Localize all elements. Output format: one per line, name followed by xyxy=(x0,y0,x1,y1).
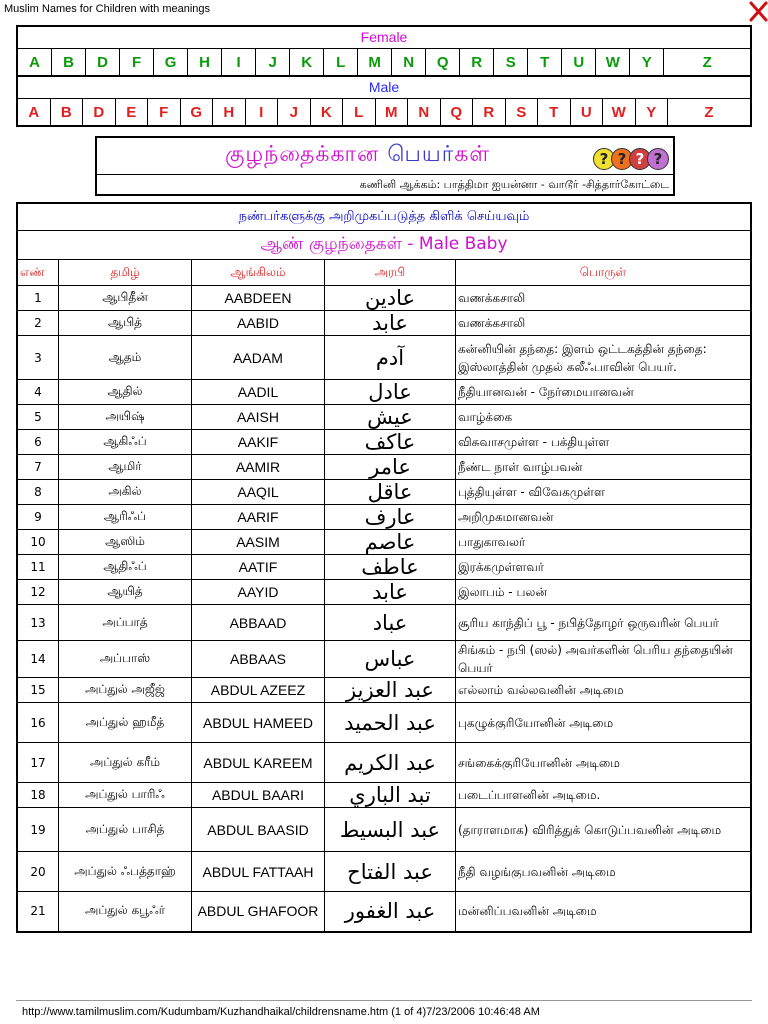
tamil-name: அப்துல் ஃபத்தாஹ் xyxy=(59,852,192,892)
row-number: 1 xyxy=(17,286,59,311)
male-letter-link[interactable]: I xyxy=(246,99,279,125)
arabic-name: عباس xyxy=(325,641,456,678)
meaning: புகழுக்குரியோனின் அடிமை xyxy=(456,703,752,743)
names-table xyxy=(16,202,752,933)
english-name: ABDUL BAASID xyxy=(192,808,325,852)
english-name: AAISH xyxy=(192,405,325,430)
tamil-name: ஆஸிம் xyxy=(59,530,192,555)
table-row xyxy=(17,311,751,336)
meaning: (தாராளமாக) விரித்துக் கொடுப்பவனின் அடிமை xyxy=(456,808,752,852)
female-letter-link[interactable]: Z xyxy=(702,53,712,71)
arabic-name: عابد xyxy=(325,580,456,605)
tamil-name: அப்துல் கபூஃர் xyxy=(59,892,192,932)
english-name: AAMIR xyxy=(192,455,325,480)
meaning: சிங்கம் - நபி (ஸல்) அவர்களின் பெரிய தந்தையின் பெயர் xyxy=(456,641,752,678)
row-number: 20 xyxy=(17,852,59,892)
table-row xyxy=(17,430,751,455)
arabic-name: عادل xyxy=(325,380,456,405)
tamil-name: அப்பாத் xyxy=(59,605,192,641)
row-number: 15 xyxy=(17,678,59,703)
female-letter-link[interactable]: I xyxy=(222,49,256,75)
male-letter-link[interactable]: U xyxy=(571,99,604,125)
arabic-name: عبد الفتاح xyxy=(325,852,456,892)
meaning: நீண்ட நாள் வாழ்பவன் xyxy=(456,455,752,480)
table-row xyxy=(17,892,751,932)
table-row xyxy=(17,336,751,380)
tamil-name: அப்துல் அஜீஜ் xyxy=(59,678,192,703)
tamil-name: ஆதம் xyxy=(59,336,192,380)
arabic-name: تبد الباري xyxy=(325,783,456,808)
meaning: நீதி வழங்குபவனின் அடிமை xyxy=(456,852,752,892)
table-row xyxy=(17,455,751,480)
meaning: படைப்பாளனின் அடிமை. xyxy=(456,783,752,808)
row-number: 2 xyxy=(17,311,59,336)
tamil-name: ஆகிஃப் xyxy=(59,430,192,455)
table-row xyxy=(17,605,751,641)
male-letter-link[interactable]: S xyxy=(506,99,539,125)
footer-divider xyxy=(16,1000,752,1001)
english-name: ABDUL GHAFOOR xyxy=(192,892,325,932)
tamil-name: அப்துல் பாசித் xyxy=(59,808,192,852)
arabic-name: عباد xyxy=(325,605,456,641)
male-letter-link[interactable]: W xyxy=(603,99,636,125)
table-row xyxy=(17,505,751,530)
row-number: 8 xyxy=(17,480,59,505)
arabic-name: عبد العزيز xyxy=(325,678,456,703)
female-letter-link[interactable]: Q xyxy=(426,49,460,75)
row-number: 7 xyxy=(17,455,59,480)
male-letter-link[interactable]: Z xyxy=(704,103,714,121)
english-name: AARIF xyxy=(192,505,325,530)
female-label: Female xyxy=(18,27,750,49)
male-letter-link[interactable]: H xyxy=(213,99,246,125)
row-number: 10 xyxy=(17,530,59,555)
meaning: வணக்கசாலி xyxy=(456,286,752,311)
arabic-name: عبد الغفور xyxy=(325,892,456,932)
tamil-name: அப்துல் பாரிஃ xyxy=(59,783,192,808)
banner-title-part3: கள் xyxy=(454,142,491,167)
english-name: AAKIF xyxy=(192,430,325,455)
table-row xyxy=(17,530,751,555)
table-row xyxy=(17,555,751,580)
row-number: 4 xyxy=(17,380,59,405)
meaning: நீதியானவன் - நேர்மையானவன் xyxy=(456,380,752,405)
table-row xyxy=(17,743,751,783)
male-letter-link[interactable]: G xyxy=(181,99,214,125)
title-banner xyxy=(95,136,675,196)
english-name: ABDUL AZEEZ xyxy=(192,678,325,703)
arabic-name: عابد xyxy=(325,311,456,336)
tamil-name: அகில் xyxy=(59,480,192,505)
arabic-name: عارف xyxy=(325,505,456,530)
row-number: 21 xyxy=(17,892,59,932)
row-number: 18 xyxy=(17,783,59,808)
female-letter-link[interactable]: Y xyxy=(630,49,664,75)
table-row xyxy=(17,678,751,703)
banner-title-part2: பெயர் xyxy=(387,142,455,167)
table-row xyxy=(17,580,751,605)
table-row xyxy=(17,380,751,405)
female-letter-link[interactable]: D xyxy=(86,49,120,75)
tamil-name: ஆமிர் xyxy=(59,455,192,480)
row-number: 17 xyxy=(17,743,59,783)
english-name: AABID xyxy=(192,311,325,336)
meaning: வாழ்க்கை xyxy=(456,405,752,430)
table-row xyxy=(17,480,751,505)
female-letter-link[interactable]: W xyxy=(596,49,630,75)
female-letter-link[interactable]: R xyxy=(460,49,494,75)
meaning: பாதுகாவலர் xyxy=(456,530,752,555)
meaning: இலாபம் - பலன் xyxy=(456,580,752,605)
female-letter-link[interactable]: A xyxy=(18,49,52,75)
english-name: AAYID xyxy=(192,580,325,605)
male-letter-link[interactable]: T xyxy=(538,99,571,125)
meaning: எல்லாம் வல்லவனின் அடிமை xyxy=(456,678,752,703)
english-name: ABDUL KAREEM xyxy=(192,743,325,783)
table-row xyxy=(17,703,751,743)
table-row xyxy=(17,641,751,678)
female-letter-link[interactable]: K xyxy=(290,49,324,75)
female-letter-link[interactable]: J xyxy=(256,49,290,75)
male-letter-link[interactable]: L xyxy=(343,99,376,125)
row-number: 19 xyxy=(17,808,59,852)
female-letter-link[interactable]: B xyxy=(52,49,86,75)
row-number: 12 xyxy=(17,580,59,605)
page-title: Muslim Names for Children with meanings xyxy=(4,3,211,15)
male-letter-link[interactable]: A xyxy=(18,99,51,125)
arabic-name: عاكف xyxy=(325,430,456,455)
male-letter-link[interactable]: M xyxy=(376,99,409,125)
meaning: சூரிய காந்திப் பூ - நபித்தோழர் ஒருவரின் பெயர் xyxy=(456,605,752,641)
english-name: ABDUL FATTAAH xyxy=(192,852,325,892)
female-letter-link[interactable]: F xyxy=(120,49,154,75)
female-letter-link[interactable]: S xyxy=(494,49,528,75)
arabic-name: عبد الكريم xyxy=(325,743,456,783)
english-name: AAQIL xyxy=(192,480,325,505)
tamil-name: அயிஷ் xyxy=(59,405,192,430)
male-letter-link[interactable]: Y xyxy=(636,99,669,125)
meaning: புத்தியுள்ள - விவேகமுள்ள xyxy=(456,480,752,505)
male-letter-link[interactable]: K xyxy=(311,99,344,125)
meaning: மன்னிப்பவனின் அடிமை xyxy=(456,892,752,932)
arabic-name: عاصم xyxy=(325,530,456,555)
male-letter-row xyxy=(18,99,750,125)
header-arabic: அரபி xyxy=(325,260,456,286)
meaning: சங்கைக்குரியோனின் அடிமை xyxy=(456,743,752,783)
tamil-name: அப்பாஸ் xyxy=(59,641,192,678)
english-name: AASIM xyxy=(192,530,325,555)
male-letter-link[interactable]: N xyxy=(408,99,441,125)
meaning: வணக்கசாலி xyxy=(456,311,752,336)
tamil-name: அப்துல் கரீம் xyxy=(59,743,192,783)
table-row xyxy=(17,405,751,430)
row-number: 9 xyxy=(17,505,59,530)
header-number: எண் xyxy=(17,260,59,286)
table-row xyxy=(17,808,751,852)
alphabet-index xyxy=(16,25,752,127)
meaning: அறிமுகமானவன் xyxy=(456,505,752,530)
male-letter-link[interactable]: D xyxy=(83,99,116,125)
arabic-name: عبد الحميد xyxy=(325,703,456,743)
male-letter-link[interactable]: R xyxy=(473,99,506,125)
tamil-name: ஆரிஃப் xyxy=(59,505,192,530)
footer-url: http://www.tamilmuslim.com/Kudumbam/Kuzhandhaikal/childrensname.htm (1 of 4)7/23/2006 10:46:48 AM xyxy=(22,1006,540,1018)
tamil-name: ஆபிதீன் xyxy=(59,286,192,311)
meaning: இரக்கமுள்ளவர் xyxy=(456,555,752,580)
male-label: Male xyxy=(18,76,750,99)
row-number: 13 xyxy=(17,605,59,641)
tamil-name: ஆபித் xyxy=(59,311,192,336)
english-name: AABDEEN xyxy=(192,286,325,311)
row-number: 5 xyxy=(17,405,59,430)
arabic-name: عيش xyxy=(325,405,456,430)
female-letter-link[interactable]: H xyxy=(188,49,222,75)
meaning: விசுவாசமுள்ள - பக்தியுள்ள xyxy=(456,430,752,455)
meaning: கன்னியின் தந்தை: இளம் ஒட்டகத்தின் தந்தை: இஸ்லாத்தின் முதல் கலீஃபாவின் பெயர். xyxy=(456,336,752,380)
male-letter-link[interactable]: Q xyxy=(441,99,474,125)
arabic-name: عاقل xyxy=(325,480,456,505)
female-letter-link[interactable]: G xyxy=(154,49,188,75)
intro-link[interactable]: நண்பர்களுக்கு அறிமுகப்படுத்த கிளிக் செய்யவும் xyxy=(17,203,751,231)
table-row xyxy=(17,783,751,808)
english-name: AATIF xyxy=(192,555,325,580)
row-number: 16 xyxy=(17,703,59,743)
arabic-name: عامر xyxy=(325,455,456,480)
banner-credit: கணினி ஆக்கம்: பாத்திமா ஐயன்னா - வாடூர் -சித்தார்கோட்டை xyxy=(359,178,669,191)
male-letter-link[interactable]: J xyxy=(278,99,311,125)
row-number: 6 xyxy=(17,430,59,455)
row-number: 3 xyxy=(17,336,59,380)
arabic-name: عادين xyxy=(325,286,456,311)
female-letter-link[interactable]: T xyxy=(528,49,562,75)
header-english: ஆங்கிலம் xyxy=(192,260,325,286)
header-meaning: பொருள் xyxy=(456,260,752,286)
male-letter-link[interactable]: F xyxy=(148,99,181,125)
arabic-name: عبد البسيط xyxy=(325,808,456,852)
tamil-name: அப்துல் ஹமீத் xyxy=(59,703,192,743)
english-name: ABBAAS xyxy=(192,641,325,678)
row-number: 11 xyxy=(17,555,59,580)
male-letter-link[interactable]: E xyxy=(116,99,149,125)
english-name: ABDUL BAARI xyxy=(192,783,325,808)
section-heading: ஆண் குழந்தைகள் - Male Baby xyxy=(17,231,751,260)
female-letter-link[interactable]: M xyxy=(358,49,392,75)
table-row xyxy=(17,286,751,311)
female-letter-link[interactable]: U xyxy=(562,49,596,75)
female-letter-link[interactable]: L xyxy=(324,49,358,75)
male-letter-link[interactable]: B xyxy=(51,99,84,125)
female-letter-link[interactable]: N xyxy=(392,49,426,75)
female-letter-row xyxy=(18,49,750,76)
arabic-name: عاطف xyxy=(325,555,456,580)
row-number: 14 xyxy=(17,641,59,678)
tamil-name: ஆதில் xyxy=(59,380,192,405)
close-icon[interactable] xyxy=(748,0,768,22)
banner-title xyxy=(225,142,490,170)
tamil-name: ஆதிஃப் xyxy=(59,555,192,580)
english-name: AADAM xyxy=(192,336,325,380)
english-name: ABDUL HAMEED xyxy=(192,703,325,743)
table-row xyxy=(17,852,751,892)
tamil-name: ஆயித் xyxy=(59,580,192,605)
question-marks-icon: ? ? ? ? xyxy=(597,148,669,170)
english-name: ABBAAD xyxy=(192,605,325,641)
english-name: AADIL xyxy=(192,380,325,405)
banner-title-part1: குழந்தைக்கான xyxy=(225,142,380,167)
header-tamil: தமிழ் xyxy=(59,260,192,286)
arabic-name: آدم xyxy=(325,336,456,380)
